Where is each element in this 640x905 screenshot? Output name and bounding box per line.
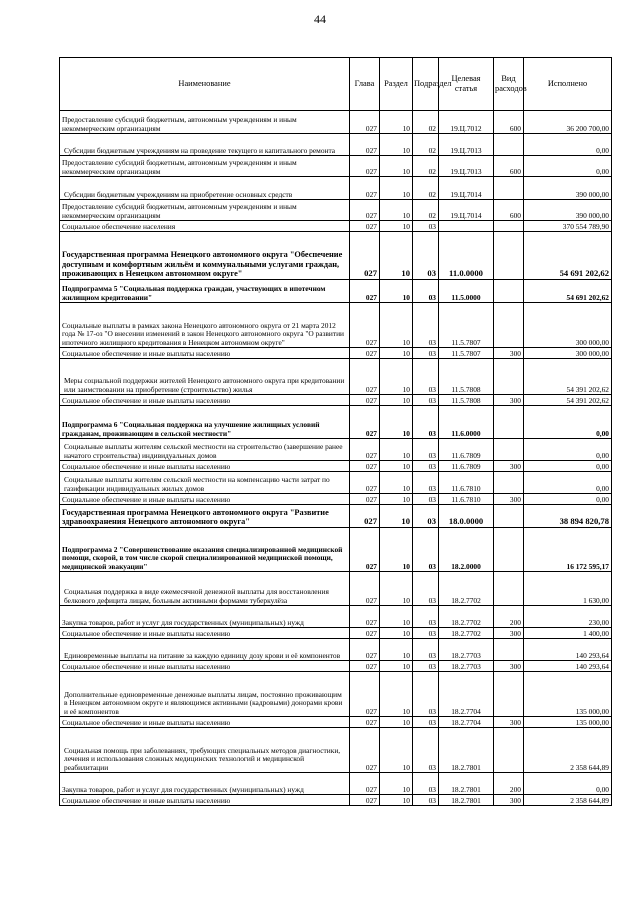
table-row [60,406,612,439]
row-executed-amount: 0,00 [524,134,612,156]
row-target-item [439,221,494,232]
table-row [60,717,612,728]
row-name: Социальная поддержка в виде ежемесячной денежной выплаты для восстановления белкового дефицита лицам, больным активными формами туберкулёза [60,572,350,606]
row-expense-type: 300 [494,717,524,728]
row-section: 10 [380,606,413,628]
row-expense-type [494,280,524,303]
row-subsection: 03 [413,461,439,472]
row-target-item: 11.6.7810 [439,494,494,505]
row-section: 10 [380,156,413,177]
row-executed-amount: 0,00 [524,406,612,439]
row-chapter: 027 [350,606,380,628]
row-expense-type: 600 [494,111,524,134]
row-section: 10 [380,395,413,406]
row-executed-amount: 0,00 [524,494,612,505]
table-row [60,395,612,406]
row-section: 10 [380,232,413,280]
row-name: Предоставление субсидий бюджетным, автономным учреждениям и иным некоммерческим организациям [60,111,350,134]
row-target-item: 18.2.7704 [439,672,494,717]
row-target-item: 19.Ц.7013 [439,134,494,156]
row-chapter: 027 [350,221,380,232]
row-subsection: 02 [413,134,439,156]
row-subsection: 03 [413,395,439,406]
row-subsection: 03 [413,773,439,795]
row-target-item: 18.2.7704 [439,717,494,728]
row-name: Социальное обеспечение и иные выплаты населению [60,795,350,806]
row-name: Социальные выплаты жителям сельской местности на компенсацию части затрат по газификации индивидуальных жилых домов [60,472,350,494]
row-target-item: 18.0.0000 [439,505,494,528]
row-expense-type [494,439,524,461]
row-chapter: 027 [350,628,380,639]
row-section: 10 [380,177,413,200]
row-target-item: 11.6.7810 [439,472,494,494]
row-subsection: 03 [413,528,439,572]
header-expense-type: Вид расходов [494,58,524,111]
row-executed-amount: 390 000,00 [524,200,612,221]
row-target-item: 11.5.7808 [439,395,494,406]
row-subsection: 03 [413,717,439,728]
row-expense-type: 300 [494,661,524,672]
row-name: Социальное обеспечение и иные выплаты населению [60,717,350,728]
row-subsection: 03 [413,359,439,395]
row-subsection: 03 [413,795,439,806]
row-executed-amount: 0,00 [524,156,612,177]
row-name: Единовременные выплаты на питание за каждую единицу дозу крови и её компонентов [60,639,350,661]
row-chapter: 027 [350,359,380,395]
table-row [60,639,612,661]
row-chapter: 027 [350,348,380,359]
row-chapter: 027 [350,111,380,134]
table-row [60,472,612,494]
row-target-item: 11.5.7808 [439,359,494,395]
row-chapter: 027 [350,728,380,773]
row-name: Закупка товаров, работ и услуг для государственных (муниципальных) нужд [60,606,350,628]
row-executed-amount: 38 894 820,78 [524,505,612,528]
row-chapter: 027 [350,528,380,572]
row-executed-amount: 230,00 [524,606,612,628]
row-section: 10 [380,628,413,639]
row-executed-amount: 300 000,00 [524,348,612,359]
row-chapter: 027 [350,232,380,280]
row-chapter: 027 [350,461,380,472]
row-chapter: 027 [350,177,380,200]
header-subsection: Подраздел [413,58,439,111]
table-row [60,494,612,505]
table-row [60,177,612,200]
row-subsection: 03 [413,728,439,773]
row-name: Государственная программа Ненецкого автономного округа "Развитие здравоохранения Ненецкого автономного округа" [60,505,350,528]
row-subsection: 03 [413,606,439,628]
table-row [60,111,612,134]
row-chapter: 027 [350,672,380,717]
row-section: 10 [380,717,413,728]
row-executed-amount: 2 358 644,89 [524,728,612,773]
row-name: Подпрограмма 5 "Социальная поддержка граждан, участвующих в ипотечном жилищном кредитовании" [60,280,350,303]
row-subsection: 03 [413,439,439,461]
table-row [60,221,612,232]
table-row [60,232,612,280]
row-name: Предоставление субсидий бюджетным, автономным учреждениям и иным некоммерческим организациям [60,156,350,177]
row-section: 10 [380,303,413,348]
table-row [60,156,612,177]
row-name: Подпрограмма 6 "Социальная поддержка на улучшение жилищных условий гражданам, проживающим в сельской местности" [60,406,350,439]
table-row [60,303,612,348]
row-expense-type [494,672,524,717]
row-chapter: 027 [350,134,380,156]
row-chapter: 027 [350,717,380,728]
row-executed-amount: 54 391 202,62 [524,395,612,406]
row-chapter: 027 [350,156,380,177]
row-target-item: 18.2.7703 [439,661,494,672]
row-target-item: 18.2.7702 [439,606,494,628]
row-expense-type [494,221,524,232]
row-target-item: 19.Ц.7014 [439,177,494,200]
row-target-item: 18.2.7702 [439,572,494,606]
row-expense-type: 300 [494,628,524,639]
row-subsection: 02 [413,111,439,134]
table-row [60,572,612,606]
row-target-item: 11.6.7809 [439,439,494,461]
row-target-item: 18.2.7801 [439,795,494,806]
row-expense-type [494,528,524,572]
table-row [60,461,612,472]
row-expense-type [494,572,524,606]
row-target-item: 11.5.0000 [439,280,494,303]
header-executed: Исполнено [524,58,612,111]
row-subsection: 03 [413,572,439,606]
row-target-item: 19.Ц.7012 [439,111,494,134]
row-executed-amount: 140 293,64 [524,661,612,672]
row-name: Социальное обеспечение и иные выплаты населению [60,461,350,472]
row-subsection: 03 [413,628,439,639]
row-expense-type [494,505,524,528]
row-executed-amount: 54 691 202,62 [524,232,612,280]
row-target-item: 11.6.7809 [439,461,494,472]
row-executed-amount: 2 358 644,89 [524,795,612,806]
row-section: 10 [380,494,413,505]
row-expense-type: 200 [494,773,524,795]
row-subsection: 03 [413,494,439,505]
row-target-item: 18.2.7801 [439,728,494,773]
row-subsection: 02 [413,156,439,177]
row-chapter: 027 [350,572,380,606]
row-section: 10 [380,505,413,528]
row-expense-type: 600 [494,200,524,221]
row-chapter: 027 [350,795,380,806]
table-row [60,628,612,639]
row-expense-type [494,177,524,200]
table-row [60,280,612,303]
row-subsection: 03 [413,221,439,232]
row-name: Социальные выплаты в рамках закона Ненецкого автономного округа от 21 марта 2012 года № 17-оз "О внесении изменений в закон Ненецкого автономного округа "О развитии ипотечного жилищного кредитования в Ненецком автономном округе" [60,303,350,348]
table-row [60,348,612,359]
row-target-item: 11.5.7807 [439,348,494,359]
row-subsection: 03 [413,505,439,528]
row-subsection: 02 [413,200,439,221]
row-expense-type [494,406,524,439]
row-executed-amount: 54 391 202,62 [524,359,612,395]
row-section: 10 [380,280,413,303]
row-target-item: 18.2.7702 [439,628,494,639]
row-name: Предоставление субсидий бюджетным, автономным учреждениям и иным некоммерческим организациям [60,200,350,221]
table-row [60,439,612,461]
table-row [60,505,612,528]
row-executed-amount: 0,00 [524,461,612,472]
row-expense-type [494,134,524,156]
row-name: Социальное обеспечение и иные выплаты населению [60,628,350,639]
row-expense-type: 200 [494,606,524,628]
row-executed-amount: 390 000,00 [524,177,612,200]
row-subsection: 03 [413,280,439,303]
row-expense-type: 600 [494,156,524,177]
row-executed-amount: 135 000,00 [524,672,612,717]
row-expense-type [494,303,524,348]
table-row [60,672,612,717]
row-name: Субсидии бюджетным учреждениям на приобретение основных средств [60,177,350,200]
row-section: 10 [380,639,413,661]
table-row [60,795,612,806]
header-chapter: Глава [350,58,380,111]
row-chapter: 027 [350,773,380,795]
row-name: Подпрограмма 2 "Совершенствование оказания специализированной медицинской помощи, скорой, в том числе скорой специализированной медицинской помощи, медицинской эвакуации" [60,528,350,572]
row-chapter: 027 [350,395,380,406]
row-executed-amount: 370 554 789,90 [524,221,612,232]
table-row [60,606,612,628]
row-expense-type [494,232,524,280]
row-section: 10 [380,200,413,221]
row-section: 10 [380,134,413,156]
row-subsection: 03 [413,672,439,717]
budget-execution-table [59,57,612,806]
row-executed-amount: 135 000,00 [524,717,612,728]
table-row [60,528,612,572]
row-name: Государственная программа Ненецкого автономного округа "Обеспечение доступным и комфортным жильём и коммунальными услугами граждан, проживающих в Ненецком автономном округе" [60,232,350,280]
table-row [60,728,612,773]
row-name: Дополнительные единовременные денежные выплаты лицам, постоянно проживающим в Ненецком автономном округе и являющимся активными (кадровыми) донорами крови и её компонентов [60,672,350,717]
row-name: Закупка товаров, работ и услуг для государственных (муниципальных) нужд [60,773,350,795]
table-row [60,359,612,395]
row-target-item: 11.5.7807 [439,303,494,348]
row-executed-amount: 1 630,00 [524,572,612,606]
row-name: Меры социальной поддержки жителей Ненецкого автономного округа при кредитовании или заимствовании на приобретение (строительство) жилья [60,359,350,395]
row-name: Социальные выплаты жителям сельской местности на строительство (завершение ранее начатого строительства) индивидуальных домов [60,439,350,461]
row-section: 10 [380,572,413,606]
row-expense-type: 300 [494,395,524,406]
header-name: Наименование [60,58,350,111]
row-executed-amount: 140 293,64 [524,639,612,661]
row-name: Социальное обеспечение и иные выплаты населению [60,494,350,505]
page-number: 44 [314,12,326,26]
row-section: 10 [380,728,413,773]
row-subsection: 03 [413,232,439,280]
row-expense-type: 300 [494,461,524,472]
row-target-item: 18.2.7801 [439,773,494,795]
row-target-item: 18.2.7703 [439,639,494,661]
row-section: 10 [380,672,413,717]
row-chapter: 027 [350,639,380,661]
table-row [60,661,612,672]
table-row [60,200,612,221]
row-executed-amount: 300 000,00 [524,303,612,348]
row-expense-type [494,359,524,395]
row-executed-amount: 36 200 700,00 [524,111,612,134]
row-chapter: 027 [350,505,380,528]
row-section: 10 [380,661,413,672]
row-section: 10 [380,528,413,572]
row-executed-amount: 16 172 595,17 [524,528,612,572]
row-executed-amount: 54 691 202,62 [524,280,612,303]
row-chapter: 027 [350,661,380,672]
table-body [60,111,612,806]
row-subsection: 03 [413,472,439,494]
row-expense-type: 300 [494,494,524,505]
row-section: 10 [380,773,413,795]
row-name: Социальное обеспечение населения [60,221,350,232]
row-subsection: 03 [413,639,439,661]
row-section: 10 [380,111,413,134]
row-chapter: 027 [350,280,380,303]
row-target-item: 18.2.0000 [439,528,494,572]
row-subsection: 03 [413,406,439,439]
row-chapter: 027 [350,200,380,221]
row-subsection: 03 [413,348,439,359]
row-section: 10 [380,795,413,806]
header-target-item: Целевая статья [439,58,494,111]
row-chapter: 027 [350,406,380,439]
row-executed-amount: 0,00 [524,439,612,461]
row-section: 10 [380,406,413,439]
table-row [60,773,612,795]
row-chapter: 027 [350,472,380,494]
row-executed-amount: 0,00 [524,773,612,795]
row-section: 10 [380,359,413,395]
row-expense-type: 300 [494,348,524,359]
row-name: Социальная помощь при заболеваниях, требующих специальных методов диагностики, лечения и использования сложных медицинских технологий и медицинской реабилитации [60,728,350,773]
row-executed-amount: 1 400,00 [524,628,612,639]
row-target-item: 11.6.0000 [439,406,494,439]
row-name: Социальное обеспечение и иные выплаты населению [60,661,350,672]
row-section: 10 [380,472,413,494]
row-name: Социальное обеспечение и иные выплаты населению [60,395,350,406]
row-section: 10 [380,348,413,359]
row-chapter: 027 [350,494,380,505]
row-chapter: 027 [350,303,380,348]
row-section: 10 [380,439,413,461]
row-subsection: 02 [413,177,439,200]
row-name: Социальное обеспечение и иные выплаты населению [60,348,350,359]
row-target-item: 19.Ц.7014 [439,200,494,221]
row-target-item: 19.Ц.7013 [439,156,494,177]
table-header-row [60,58,612,111]
header-section: Раздел [380,58,413,111]
row-expense-type [494,639,524,661]
row-expense-type: 300 [494,795,524,806]
row-expense-type [494,728,524,773]
row-section: 10 [380,221,413,232]
row-subsection: 03 [413,661,439,672]
row-target-item: 11.0.0000 [439,232,494,280]
row-name: Субсидии бюджетным учреждениям на проведение текущего и капитального ремонта [60,134,350,156]
table-row [60,134,612,156]
row-executed-amount: 0,00 [524,472,612,494]
row-subsection: 03 [413,303,439,348]
row-expense-type [494,472,524,494]
row-chapter: 027 [350,439,380,461]
row-section: 10 [380,461,413,472]
